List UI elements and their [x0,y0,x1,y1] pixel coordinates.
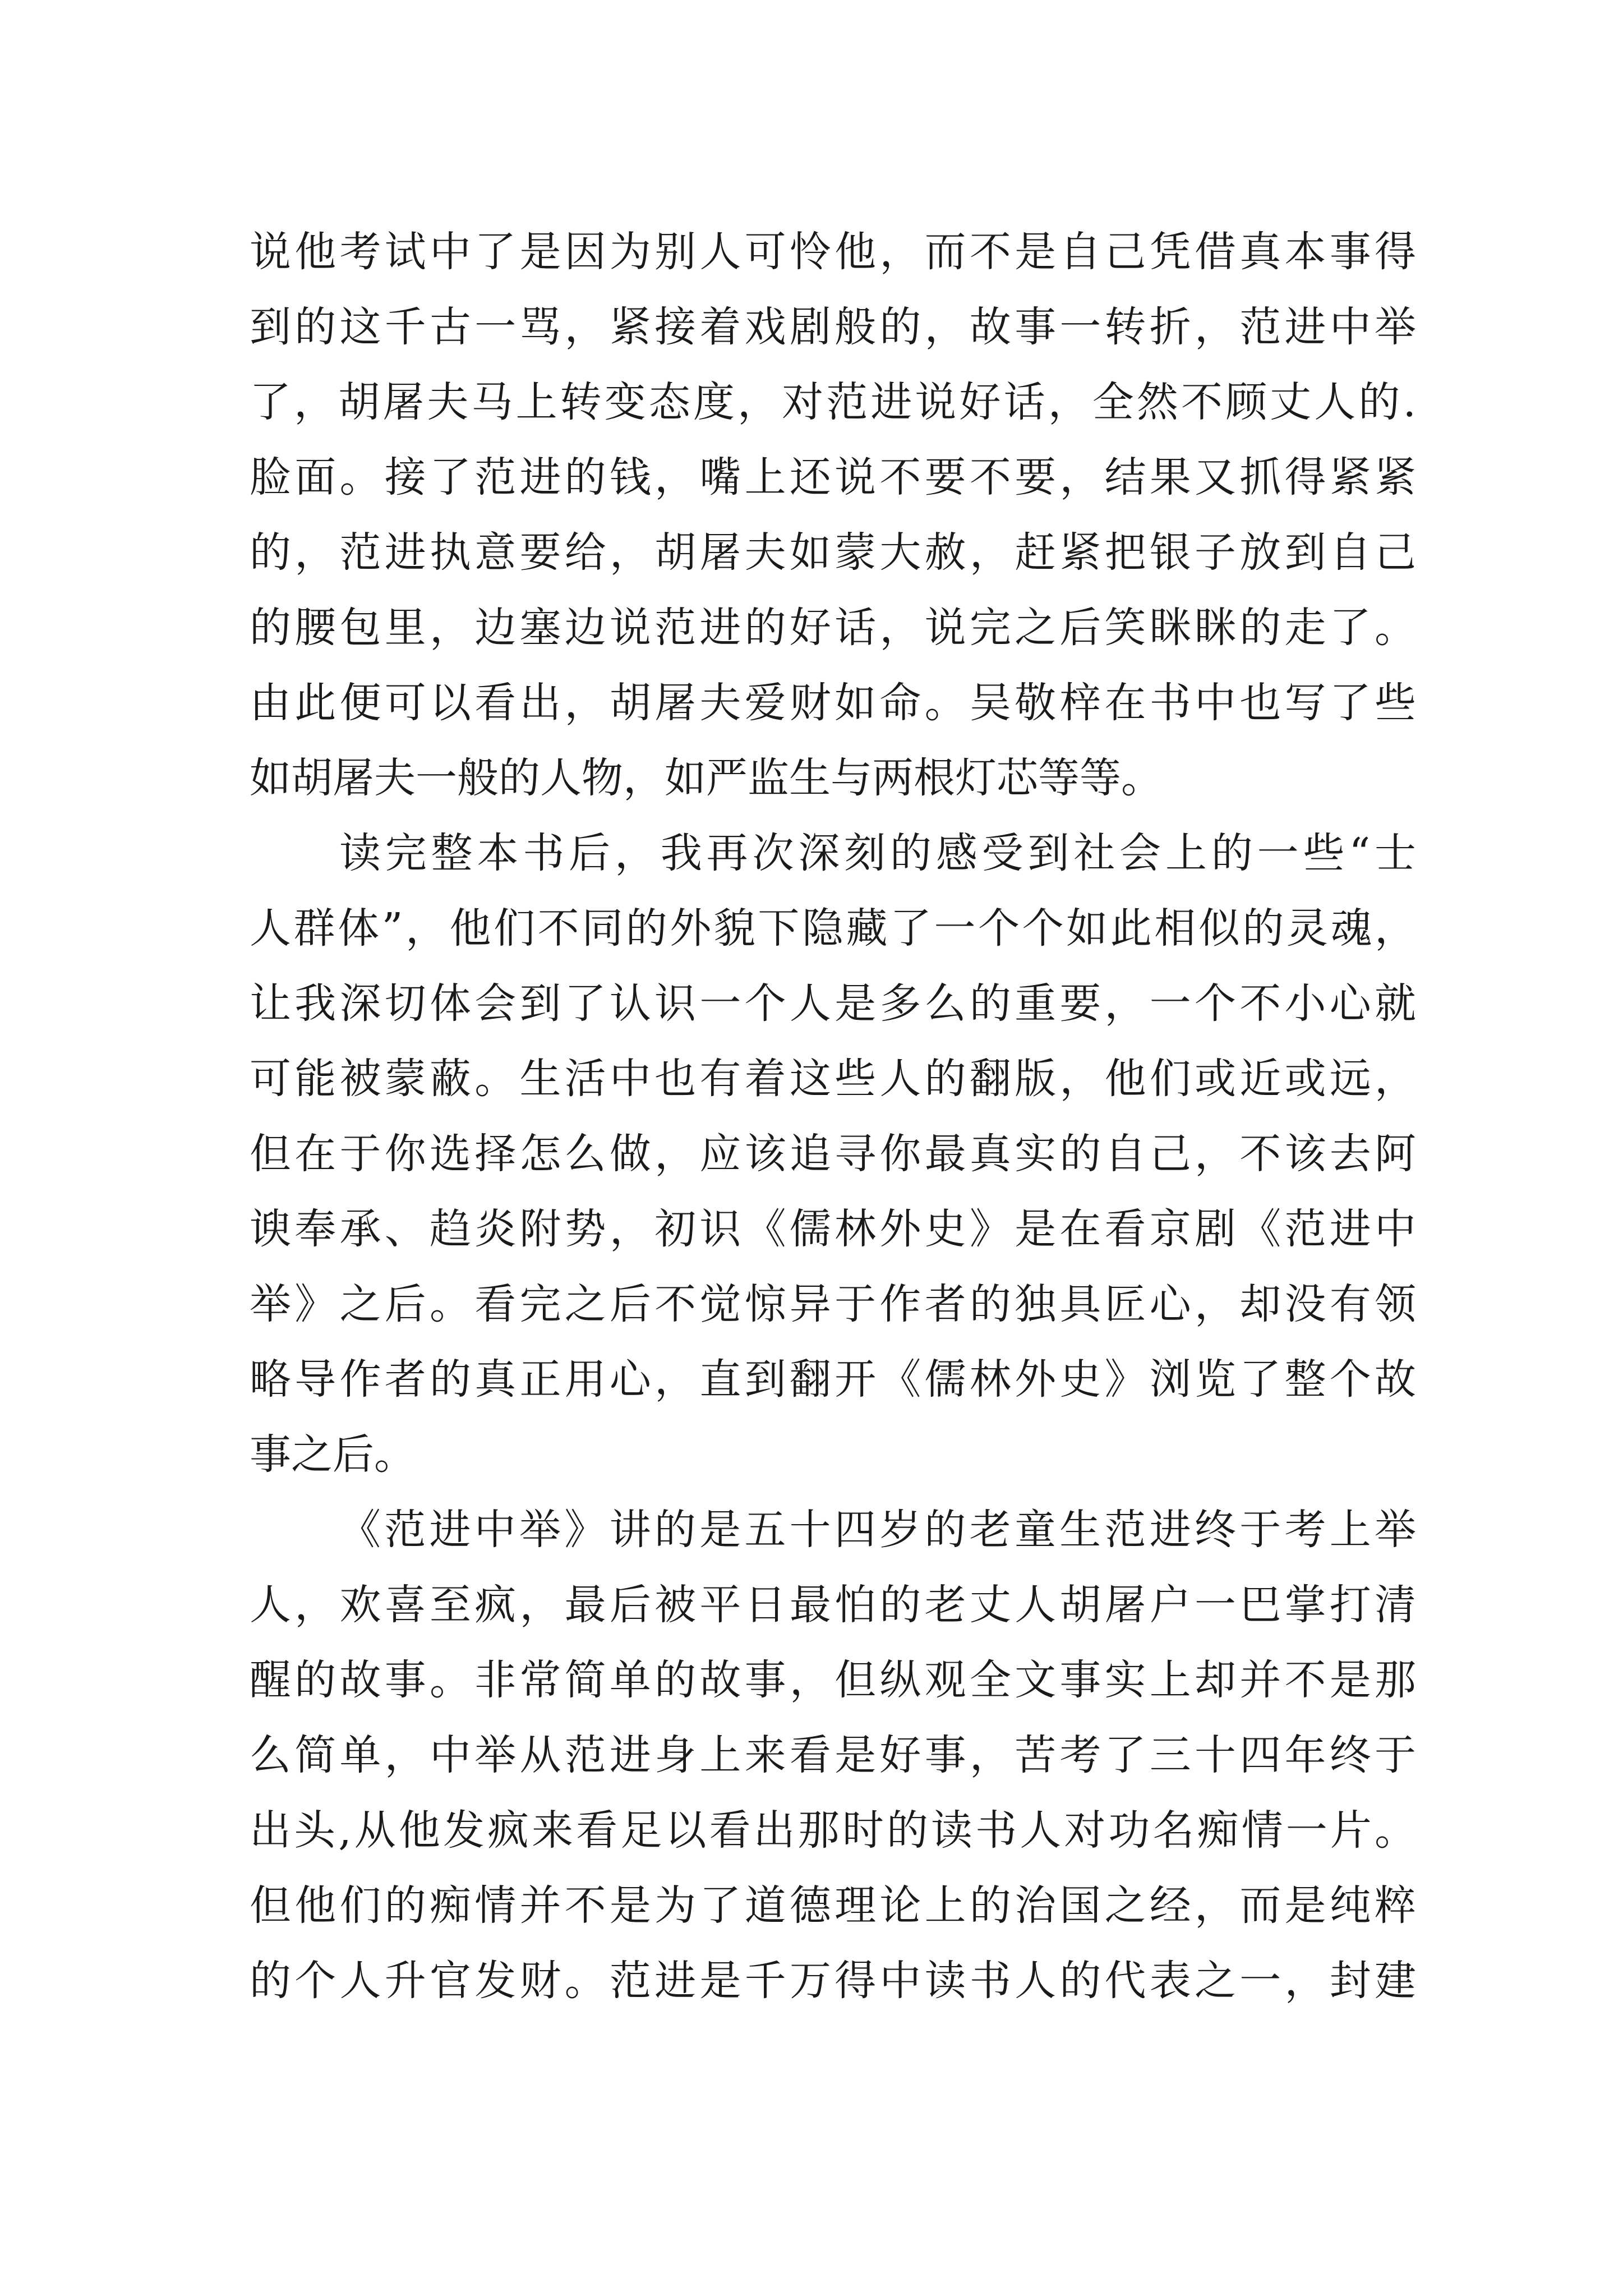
text-line: 事之后。 [250,1430,416,1479]
text-line: 人群体”，他们不同的外貌下隐藏了一个个如此相似的灵魂， [250,904,1416,953]
text-line: 如胡屠夫一般的人物，如严监生与两根灯芯等等。 [250,754,1163,802]
text-line: 的，范进执意要给，胡屠夫如蒙大赦，赶紧把银子放到自己 [250,528,1416,577]
paragraph [250,214,1416,816]
text-line: 的腰包里，边塞边说范进的好话，说完之后笑眯眯的走了。 [250,604,1416,652]
text-line: 了，胡屠夫马上转变态度，对范进说好话，全然不顾丈人的. [250,378,1416,426]
paragraph [250,816,1416,1492]
text-line: 由此便可以看出，胡屠夫爱财如命。吴敬梓在书中也写了些 [250,679,1416,727]
text-line: 到的这千古一骂，紧接着戏剧般的，故事一转折，范进中举 [250,303,1416,351]
text-line: 说他考试中了是因为别人可怜他，而不是自己凭借真本事得 [250,228,1416,276]
text-line: 的个人升官发财。范进是千万得中读书人的代表之一，封建 [250,1957,1416,2005]
text-line: 举》之后。看完之后不觉惊异于作者的独具匠心，却没有领 [250,1280,1416,1328]
body-text [250,214,1416,2018]
text-line: 略导作者的真正用心，直到翻开《儒林外史》浏览了整个故 [250,1355,1416,1404]
text-line: 脸面。接了范进的钱，嘴上还说不要不要，结果又抓得紧紧 [250,453,1416,501]
text-line: 醒的故事。非常简单的故事，但纵观全文事实上却并不是那 [250,1656,1416,1704]
text-line: 但在于你选择怎么做，应该追寻你最真实的自己，不该去阿 [250,1130,1416,1178]
text-line: 么简单，中举从范进身上来看是好事，苦考了三十四年终于 [250,1731,1416,1779]
text-line: 但他们的痴情并不是为了道德理论上的治国之经，而是纯粹 [250,1881,1416,1930]
text-line: 出头,从他发疯来看足以看出那时的读书人对功名痴情一片。 [250,1806,1416,1855]
text-line: 人，欢喜至疯，最后被平日最怕的老丈人胡屠户一巴掌打清 [250,1581,1416,1629]
text-line: 《范进中举》讲的是五十四岁的老童生范进终于考上举 [339,1506,1416,1554]
text-line: 读完整本书后，我再次深刻的感受到社会上的一些“士 [339,829,1416,877]
text-line: 可能被蒙蔽。生活中也有着这些人的翻版，他们或近或远， [250,1055,1416,1103]
paragraph [250,1492,1416,2018]
text-line: 谀奉承、趋炎附势，初识《儒林外史》是在看京剧《范进中 [250,1205,1416,1253]
text-line: 让我深切体会到了认识一个人是多么的重要，一个不小心就 [250,979,1416,1028]
